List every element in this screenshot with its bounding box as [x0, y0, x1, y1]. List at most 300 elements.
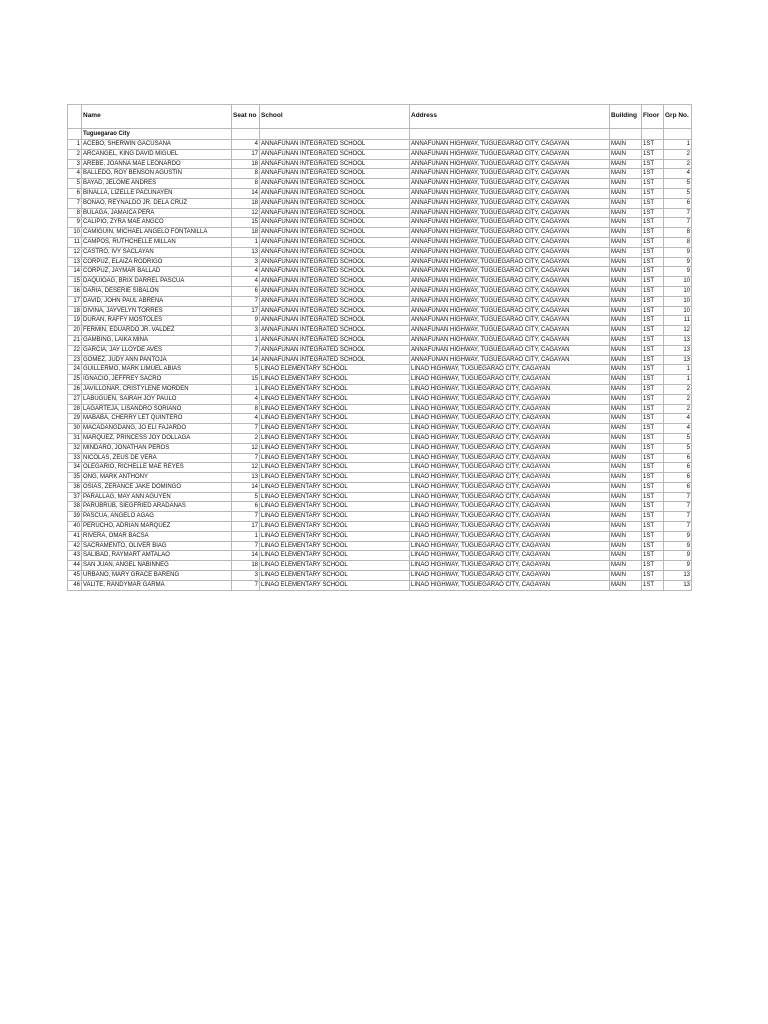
floor: 1ST — [642, 365, 664, 375]
school-address: LINAO HIGHWAY, TUGUEGARAO CITY, CAGAYAN — [410, 492, 610, 502]
building: MAIN — [610, 149, 642, 159]
table-row — [68, 316, 692, 326]
seat-number: 6 — [232, 502, 260, 512]
building: MAIN — [610, 169, 642, 179]
student-name: DURAN, RAFFY MOSTOLES — [82, 316, 232, 326]
school-name: LINAO ELEMENTARY SCHOOL — [260, 433, 410, 443]
row-number: 45 — [68, 571, 82, 581]
row-number: 40 — [68, 522, 82, 532]
seat-number: 8 — [232, 179, 260, 189]
school-address: ANNAFUNAN HIGHWAY, TUGUEGARAO CITY, CAGAYAN — [410, 247, 610, 257]
seat-number: 7 — [232, 453, 260, 463]
group-number: 10 — [664, 306, 692, 316]
floor: 1ST — [642, 443, 664, 453]
school-name: ANNAFUNAN INTEGRATED SCHOOL — [260, 326, 410, 336]
floor: 1ST — [642, 355, 664, 365]
school-address: LINAO HIGHWAY, TUGUEGARAO CITY, CAGAYAN — [410, 414, 610, 424]
student-name: RIVERA, OMAR BACSA — [82, 531, 232, 541]
table-row — [68, 433, 692, 443]
floor: 1ST — [642, 492, 664, 502]
school-name: ANNAFUNAN INTEGRATED SCHOOL — [260, 179, 410, 189]
floor: 1ST — [642, 512, 664, 522]
school-address: LINAO HIGHWAY, TUGUEGARAO CITY, CAGAYAN — [410, 541, 610, 551]
school-name: ANNAFUNAN INTEGRATED SCHOOL — [260, 247, 410, 257]
group-number: 7 — [664, 522, 692, 532]
school-name: LINAO ELEMENTARY SCHOOL — [260, 492, 410, 502]
row-number: 25 — [68, 375, 82, 385]
building: MAIN — [610, 551, 642, 561]
school-address: LINAO HIGHWAY, TUGUEGARAO CITY, CAGAYAN — [410, 463, 610, 473]
floor: 1ST — [642, 571, 664, 581]
building: MAIN — [610, 237, 642, 247]
school-address: LINAO HIGHWAY, TUGUEGARAO CITY, CAGAYAN — [410, 394, 610, 404]
school-name: ANNAFUNAN INTEGRATED SCHOOL — [260, 237, 410, 247]
school-address: ANNAFUNAN HIGHWAY, TUGUEGARAO CITY, CAGAYAN — [410, 169, 610, 179]
student-name: BALLEDO, ROY BENSON AGUSTIN — [82, 169, 232, 179]
seat-number: 12 — [232, 463, 260, 473]
table-row — [68, 228, 692, 238]
floor: 1ST — [642, 433, 664, 443]
floor: 1ST — [642, 267, 664, 277]
school-address: ANNAFUNAN HIGHWAY, TUGUEGARAO CITY, CAGAYAN — [410, 218, 610, 228]
header-row — [68, 105, 692, 129]
building: MAIN — [610, 463, 642, 473]
student-name: BINALLA, LIZELLE PACUNAYEN — [82, 188, 232, 198]
student-name: ONG, MARK ANTHONY — [82, 473, 232, 483]
seat-number: 1 — [232, 531, 260, 541]
school-address: ANNAFUNAN HIGHWAY, TUGUEGARAO CITY, CAGAYAN — [410, 286, 610, 296]
row-number: 22 — [68, 345, 82, 355]
group-number: 9 — [664, 257, 692, 267]
school-name: LINAO ELEMENTARY SCHOOL — [260, 482, 410, 492]
group-number: 2 — [664, 384, 692, 394]
building: MAIN — [610, 257, 642, 267]
building: MAIN — [610, 394, 642, 404]
school-address: LINAO HIGHWAY, TUGUEGARAO CITY, CAGAYAN — [410, 512, 610, 522]
row-number: 20 — [68, 326, 82, 336]
building: MAIN — [610, 473, 642, 483]
row-number: 12 — [68, 247, 82, 257]
school-address: LINAO HIGHWAY, TUGUEGARAO CITY, CAGAYAN — [410, 531, 610, 541]
group-number: 6 — [664, 453, 692, 463]
building: MAIN — [610, 541, 642, 551]
floor: 1ST — [642, 149, 664, 159]
floor: 1ST — [642, 140, 664, 150]
seat-number: 4 — [232, 394, 260, 404]
school-name: LINAO ELEMENTARY SCHOOL — [260, 404, 410, 414]
table-row — [68, 267, 692, 277]
floor: 1ST — [642, 188, 664, 198]
group-number: 13 — [664, 335, 692, 345]
table-row — [68, 522, 692, 532]
seat-number: 1 — [232, 237, 260, 247]
school-name: ANNAFUNAN INTEGRATED SCHOOL — [260, 159, 410, 169]
school-name: LINAO ELEMENTARY SCHOOL — [260, 365, 410, 375]
seat-number: 18 — [232, 561, 260, 571]
row-number: 14 — [68, 267, 82, 277]
student-name: BONAO, REYNALDO JR. DELA CRUZ — [82, 198, 232, 208]
school-address: LINAO HIGHWAY, TUGUEGARAO CITY, CAGAYAN — [410, 561, 610, 571]
floor: 1ST — [642, 473, 664, 483]
seat-number: 7 — [232, 424, 260, 434]
table-row — [68, 286, 692, 296]
floor: 1ST — [642, 286, 664, 296]
school-name: LINAO ELEMENTARY SCHOOL — [260, 463, 410, 473]
floor: 1ST — [642, 345, 664, 355]
floor: 1ST — [642, 198, 664, 208]
school-address: ANNAFUNAN HIGHWAY, TUGUEGARAO CITY, CAGAYAN — [410, 326, 610, 336]
student-name: DARIA, DESERIE SIBALON — [82, 286, 232, 296]
group-number: 7 — [664, 502, 692, 512]
building: MAIN — [610, 512, 642, 522]
seat-number: 8 — [232, 404, 260, 414]
group-number: 12 — [664, 326, 692, 336]
school-name: ANNAFUNAN INTEGRATED SCHOOL — [260, 257, 410, 267]
table-row — [68, 296, 692, 306]
student-name: ACEBO, SHERWIN GACUSANA — [82, 140, 232, 150]
floor: 1ST — [642, 580, 664, 590]
row-number: 43 — [68, 551, 82, 561]
student-name: NICOLAS, ZEUS DE VERA — [82, 453, 232, 463]
group-number: 9 — [664, 247, 692, 257]
school-address: LINAO HIGHWAY, TUGUEGARAO CITY, CAGAYAN — [410, 482, 610, 492]
school-address: LINAO HIGHWAY, TUGUEGARAO CITY, CAGAYAN — [410, 473, 610, 483]
school-name: ANNAFUNAN INTEGRATED SCHOOL — [260, 169, 410, 179]
student-name: SALIBAD, RAYMART AMTALAO — [82, 551, 232, 561]
school-name: ANNAFUNAN INTEGRATED SCHOOL — [260, 296, 410, 306]
header-building: Building — [610, 105, 642, 129]
table-row — [68, 277, 692, 287]
floor: 1ST — [642, 551, 664, 561]
seat-number: 18 — [232, 198, 260, 208]
table-row — [68, 355, 692, 365]
school-name: LINAO ELEMENTARY SCHOOL — [260, 541, 410, 551]
school-address: LINAO HIGHWAY, TUGUEGARAO CITY, CAGAYAN — [410, 404, 610, 414]
table-row — [68, 188, 692, 198]
building: MAIN — [610, 384, 642, 394]
seat-number: 4 — [232, 414, 260, 424]
floor: 1ST — [642, 502, 664, 512]
seat-number: 7 — [232, 580, 260, 590]
school-name: ANNAFUNAN INTEGRATED SCHOOL — [260, 188, 410, 198]
student-name: GAMBING, LAIKA MINA — [82, 335, 232, 345]
building: MAIN — [610, 296, 642, 306]
seat-number: 15 — [232, 375, 260, 385]
school-address: LINAO HIGHWAY, TUGUEGARAO CITY, CAGAYAN — [410, 384, 610, 394]
school-name: ANNAFUNAN INTEGRATED SCHOOL — [260, 355, 410, 365]
student-name: LABUGUEN, SAIRAH JOY PAULO — [82, 394, 232, 404]
building: MAIN — [610, 355, 642, 365]
row-number: 21 — [68, 335, 82, 345]
table-row — [68, 424, 692, 434]
empty-cell — [260, 129, 410, 140]
table-row — [68, 414, 692, 424]
header-name: Name — [82, 105, 232, 129]
group-number: 5 — [664, 433, 692, 443]
seat-number: 1 — [232, 335, 260, 345]
seat-number: 7 — [232, 541, 260, 551]
school-address: LINAO HIGHWAY, TUGUEGARAO CITY, CAGAYAN — [410, 433, 610, 443]
building: MAIN — [610, 218, 642, 228]
school-address: ANNAFUNAN HIGHWAY, TUGUEGARAO CITY, CAGAYAN — [410, 277, 610, 287]
empty-cell — [664, 129, 692, 140]
school-address: LINAO HIGHWAY, TUGUEGARAO CITY, CAGAYAN — [410, 365, 610, 375]
building: MAIN — [610, 453, 642, 463]
group-number: 7 — [664, 512, 692, 522]
student-name: OLEGARIO, RICHELLE MAE REYES — [82, 463, 232, 473]
building: MAIN — [610, 188, 642, 198]
table-row — [68, 551, 692, 561]
roster-table — [67, 104, 692, 591]
school-name: ANNAFUNAN INTEGRATED SCHOOL — [260, 228, 410, 238]
row-number: 36 — [68, 482, 82, 492]
row-number: 33 — [68, 453, 82, 463]
student-name: DIVINA, JAYVELYN TORRES — [82, 306, 232, 316]
school-name: ANNAFUNAN INTEGRATED SCHOOL — [260, 277, 410, 287]
group-number: 2 — [664, 404, 692, 414]
school-address: ANNAFUNAN HIGHWAY, TUGUEGARAO CITY, CAGAYAN — [410, 149, 610, 159]
building: MAIN — [610, 404, 642, 414]
floor: 1ST — [642, 159, 664, 169]
school-name: LINAO ELEMENTARY SCHOOL — [260, 512, 410, 522]
seat-number: 6 — [232, 286, 260, 296]
student-name: OSIAS, ZERANCE JAKE DOMINGO — [82, 482, 232, 492]
floor: 1ST — [642, 394, 664, 404]
building: MAIN — [610, 228, 642, 238]
student-name: GUILLERMO, MARK LIMUEL ABIAS — [82, 365, 232, 375]
floor: 1ST — [642, 316, 664, 326]
group-number: 9 — [664, 541, 692, 551]
empty-cell — [642, 129, 664, 140]
seat-number: 8 — [232, 169, 260, 179]
student-name: CASTRO, IVY SACLAYAN — [82, 247, 232, 257]
building: MAIN — [610, 482, 642, 492]
row-number: 7 — [68, 198, 82, 208]
row-number: 5 — [68, 179, 82, 189]
floor: 1ST — [642, 522, 664, 532]
floor: 1ST — [642, 561, 664, 571]
building: MAIN — [610, 375, 642, 385]
building: MAIN — [610, 140, 642, 150]
school-name: ANNAFUNAN INTEGRATED SCHOOL — [260, 218, 410, 228]
row-number: 35 — [68, 473, 82, 483]
floor: 1ST — [642, 237, 664, 247]
group-number: 2 — [664, 159, 692, 169]
school-address: ANNAFUNAN HIGHWAY, TUGUEGARAO CITY, CAGAYAN — [410, 237, 610, 247]
city-rownum — [68, 129, 82, 140]
row-number: 30 — [68, 424, 82, 434]
school-name: LINAO ELEMENTARY SCHOOL — [260, 424, 410, 434]
table-row — [68, 326, 692, 336]
seat-number: 12 — [232, 443, 260, 453]
building: MAIN — [610, 247, 642, 257]
floor: 1ST — [642, 384, 664, 394]
seat-number: 3 — [232, 326, 260, 336]
table-row — [68, 375, 692, 385]
table-row — [68, 571, 692, 581]
row-number: 13 — [68, 257, 82, 267]
seat-number: 5 — [232, 365, 260, 375]
table-row — [68, 512, 692, 522]
building: MAIN — [610, 522, 642, 532]
group-number: 4 — [664, 169, 692, 179]
table-row — [68, 394, 692, 404]
table-row — [68, 159, 692, 169]
school-address: ANNAFUNAN HIGHWAY, TUGUEGARAO CITY, CAGAYAN — [410, 335, 610, 345]
group-number: 13 — [664, 355, 692, 365]
table-row — [68, 561, 692, 571]
row-number: 18 — [68, 306, 82, 316]
group-number: 7 — [664, 492, 692, 502]
student-name: FERMIN, EDUARDO JR. VALDEZ — [82, 326, 232, 336]
seat-number: 15 — [232, 218, 260, 228]
school-address: ANNAFUNAN HIGHWAY, TUGUEGARAO CITY, CAGAYAN — [410, 345, 610, 355]
group-number: 5 — [664, 188, 692, 198]
seat-number: 4 — [232, 277, 260, 287]
seat-number: 14 — [232, 551, 260, 561]
row-number: 32 — [68, 443, 82, 453]
building: MAIN — [610, 277, 642, 287]
school-name: ANNAFUNAN INTEGRATED SCHOOL — [260, 316, 410, 326]
table-row — [68, 149, 692, 159]
row-number: 42 — [68, 541, 82, 551]
floor: 1ST — [642, 414, 664, 424]
table-row — [68, 502, 692, 512]
table-row — [68, 453, 692, 463]
school-address: ANNAFUNAN HIGHWAY, TUGUEGARAO CITY, CAGAYAN — [410, 306, 610, 316]
seat-number: 14 — [232, 188, 260, 198]
table-row — [68, 365, 692, 375]
group-number: 7 — [664, 218, 692, 228]
building: MAIN — [610, 159, 642, 169]
group-number: 1 — [664, 140, 692, 150]
group-number: 10 — [664, 296, 692, 306]
school-name: LINAO ELEMENTARY SCHOOL — [260, 502, 410, 512]
building: MAIN — [610, 335, 642, 345]
spreadsheet — [67, 104, 691, 591]
header-rownum — [68, 105, 82, 129]
city-label: Tuguegarao City — [82, 129, 232, 140]
building: MAIN — [610, 286, 642, 296]
student-name: VALITE, RANDYMAR GARMA — [82, 580, 232, 590]
building: MAIN — [610, 424, 642, 434]
row-number: 10 — [68, 228, 82, 238]
building: MAIN — [610, 365, 642, 375]
row-number: 9 — [68, 218, 82, 228]
student-name: CORPUZ, JAYMAR BALLAD — [82, 267, 232, 277]
row-number: 15 — [68, 277, 82, 287]
school-name: ANNAFUNAN INTEGRATED SCHOOL — [260, 208, 410, 218]
table-row — [68, 384, 692, 394]
table-row — [68, 140, 692, 150]
seat-number: 17 — [232, 149, 260, 159]
floor: 1ST — [642, 277, 664, 287]
seat-number: 17 — [232, 306, 260, 316]
school-address: ANNAFUNAN HIGHWAY, TUGUEGARAO CITY, CAGAYAN — [410, 188, 610, 198]
row-number: 28 — [68, 404, 82, 414]
seat-number: 7 — [232, 345, 260, 355]
group-number: 6 — [664, 463, 692, 473]
floor: 1ST — [642, 326, 664, 336]
row-number: 11 — [68, 237, 82, 247]
table-row — [68, 335, 692, 345]
school-address: ANNAFUNAN HIGHWAY, TUGUEGARAO CITY, CAGAYAN — [410, 257, 610, 267]
table-row — [68, 237, 692, 247]
school-name: LINAO ELEMENTARY SCHOOL — [260, 531, 410, 541]
student-name: JAVILLONAR, CRISTYLENE MORDEN — [82, 384, 232, 394]
table-row — [68, 473, 692, 483]
school-name: ANNAFUNAN INTEGRATED SCHOOL — [260, 335, 410, 345]
seat-number: 14 — [232, 355, 260, 365]
row-number: 23 — [68, 355, 82, 365]
school-name: LINAO ELEMENTARY SCHOOL — [260, 453, 410, 463]
seat-number: 3 — [232, 257, 260, 267]
group-number: 5 — [664, 443, 692, 453]
student-name: ARCANGEL, KING DAVID MIGUEL — [82, 149, 232, 159]
table-row — [68, 169, 692, 179]
table-row — [68, 404, 692, 414]
student-name: DAQUIOAG, BRIX DARREL PASCUA — [82, 277, 232, 287]
row-number: 4 — [68, 169, 82, 179]
school-name: LINAO ELEMENTARY SCHOOL — [260, 414, 410, 424]
table-row — [68, 443, 692, 453]
building: MAIN — [610, 198, 642, 208]
school-name: ANNAFUNAN INTEGRATED SCHOOL — [260, 286, 410, 296]
row-number: 26 — [68, 384, 82, 394]
group-number: 2 — [664, 149, 692, 159]
school-name: ANNAFUNAN INTEGRATED SCHOOL — [260, 306, 410, 316]
floor: 1ST — [642, 404, 664, 414]
floor: 1ST — [642, 531, 664, 541]
group-number: 9 — [664, 561, 692, 571]
floor: 1ST — [642, 335, 664, 345]
group-number: 9 — [664, 551, 692, 561]
school-address: LINAO HIGHWAY, TUGUEGARAO CITY, CAGAYAN — [410, 551, 610, 561]
school-name: ANNAFUNAN INTEGRATED SCHOOL — [260, 345, 410, 355]
floor: 1ST — [642, 169, 664, 179]
student-name: CAMPOS, RUTHCHELLE MILLAN — [82, 237, 232, 247]
row-number: 17 — [68, 296, 82, 306]
table-row — [68, 482, 692, 492]
group-number: 6 — [664, 473, 692, 483]
row-number: 27 — [68, 394, 82, 404]
student-name: GARCIA, JAY LLOYDE AVES — [82, 345, 232, 355]
student-name: PARUBRUB, SIEGFRIED ARADANAS — [82, 502, 232, 512]
row-number: 46 — [68, 580, 82, 590]
building: MAIN — [610, 414, 642, 424]
row-number: 37 — [68, 492, 82, 502]
building: MAIN — [610, 561, 642, 571]
group-number: 9 — [664, 531, 692, 541]
group-number: 11 — [664, 316, 692, 326]
school-name: LINAO ELEMENTARY SCHOOL — [260, 443, 410, 453]
table-row — [68, 531, 692, 541]
header-grp: Grp No. — [664, 105, 692, 129]
floor: 1ST — [642, 541, 664, 551]
student-name: PARALLAG, MAY ANN AGUYEN — [82, 492, 232, 502]
group-number: 5 — [664, 179, 692, 189]
seat-number: 18 — [232, 228, 260, 238]
row-number: 6 — [68, 188, 82, 198]
school-address: LINAO HIGHWAY, TUGUEGARAO CITY, CAGAYAN — [410, 453, 610, 463]
seat-number: 13 — [232, 473, 260, 483]
table-row — [68, 247, 692, 257]
seat-number: 7 — [232, 512, 260, 522]
student-name: MABABA, CHERRY LET QUINTERO — [82, 414, 232, 424]
group-number: 10 — [664, 277, 692, 287]
group-number: 2 — [664, 394, 692, 404]
school-name: ANNAFUNAN INTEGRATED SCHOOL — [260, 198, 410, 208]
